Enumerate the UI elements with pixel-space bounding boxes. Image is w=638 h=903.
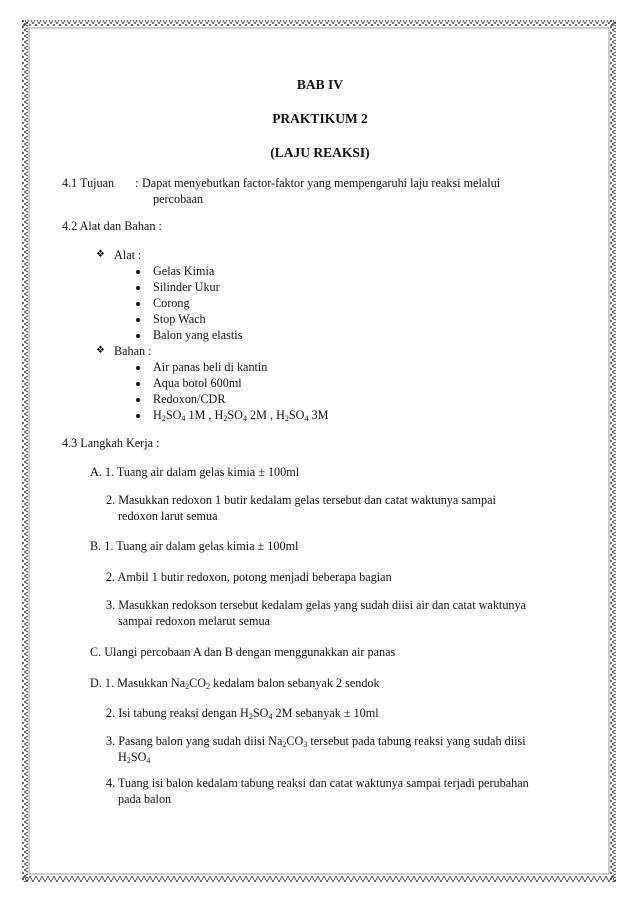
step-a2-line2: redoxon larut semua: [118, 509, 218, 523]
alat-item: Balon yang elastis: [153, 328, 243, 342]
bullet-icon: [136, 382, 140, 386]
step-d3-line2: $H_2SO_4$: [118, 750, 151, 765]
step-b1: B. 1. Tuang air dalam gelas kimia ± 100ml: [90, 539, 299, 553]
step-b2: 2. Ambil 1 butir redoxon, potong menjadi beberapa bagian: [106, 570, 392, 584]
diamond-bullet-icon: ❖: [96, 345, 105, 356]
step-d1: D. 1. Masukkan $Na_2CO_2$ kedalam balon sebanyak 2 sendok: [90, 676, 380, 691]
bahan-label: Bahan :: [114, 344, 152, 358]
step-b3-line2: sampai redoxon melarut semua: [118, 614, 270, 628]
tujuan-label: 4.1 Tujuan: [62, 176, 115, 190]
langkah-heading: 4.3 Langkah Kerja :: [62, 436, 160, 450]
bullet-icon: [136, 366, 140, 370]
step-d3-line1: 3. Pasang balon yang sudah diisi $Na_2CO_3$ tersebut pada tabung reaksi yang sudah diisi: [106, 734, 526, 749]
tujuan-colon: :: [135, 176, 139, 190]
step-d4-line2: pada balon: [118, 792, 172, 806]
bahan-item: Redoxon/CDR: [153, 392, 226, 406]
bullet-icon: [136, 318, 140, 322]
bullet-icon: [136, 398, 140, 402]
bahan-item: Air panas beli di kantin: [153, 360, 268, 374]
alat-item: Corong: [153, 296, 190, 310]
page-subtitle: (LAJU REAKSI): [270, 145, 370, 160]
page-title: PRAKTIKUM 2: [272, 111, 368, 126]
chapter-heading: BAB IV: [296, 77, 344, 92]
bullet-icon: [136, 286, 140, 290]
alat-item: Silinder Ukur: [153, 280, 220, 294]
tujuan-text-line1: Dapat menyebutkan factor-faktor yang mempengaruhi laju reaksi melalui: [142, 176, 501, 190]
step-d4-line1: 4. Tuang isi balon kedalam tabung reaksi dan catat waktunya sampai terjadi perubahan: [106, 776, 529, 790]
bullet-icon: [136, 270, 140, 274]
step-d2: 2. Isi tabung reaksi dengan $H_2SO_4$ 2M sebanyak ± 10ml: [106, 706, 379, 721]
alat-item: Gelas Kimia: [153, 264, 215, 278]
alat-label: Alat :: [114, 248, 142, 262]
alat-bahan-heading: 4.2 Alat dan Bahan :: [62, 219, 162, 233]
tujuan-text-line2: percobaan: [153, 192, 204, 206]
alat-item: Stop Wach: [153, 312, 206, 326]
step-a2-line1: 2. Masukkan redoxon 1 butir kedalam gelas tersebut dan catat waktunya sampai: [106, 493, 496, 507]
bahan-item: Aqua botol 600ml: [153, 376, 242, 390]
diamond-bullet-icon: ❖: [96, 249, 105, 260]
bullet-icon: [136, 302, 140, 306]
bahan-item-h2so4: $H_2SO_4$ 1M , $H_2SO_4$ 2M , $H_2SO_4$ 3M: [153, 408, 329, 423]
step-c: C. Ulangi percobaan A dan B dengan menggunakkan air panas: [90, 645, 396, 659]
bullet-icon: [136, 414, 140, 418]
bullet-icon: [136, 334, 140, 338]
step-a1: A. 1. Tuang air dalam gelas kimia ± 100ml: [90, 465, 300, 479]
step-b3-line1: 3. Masukkan redokson tersebut kedalam gelas yang sudah diisi air dan catat waktunya: [106, 598, 527, 612]
